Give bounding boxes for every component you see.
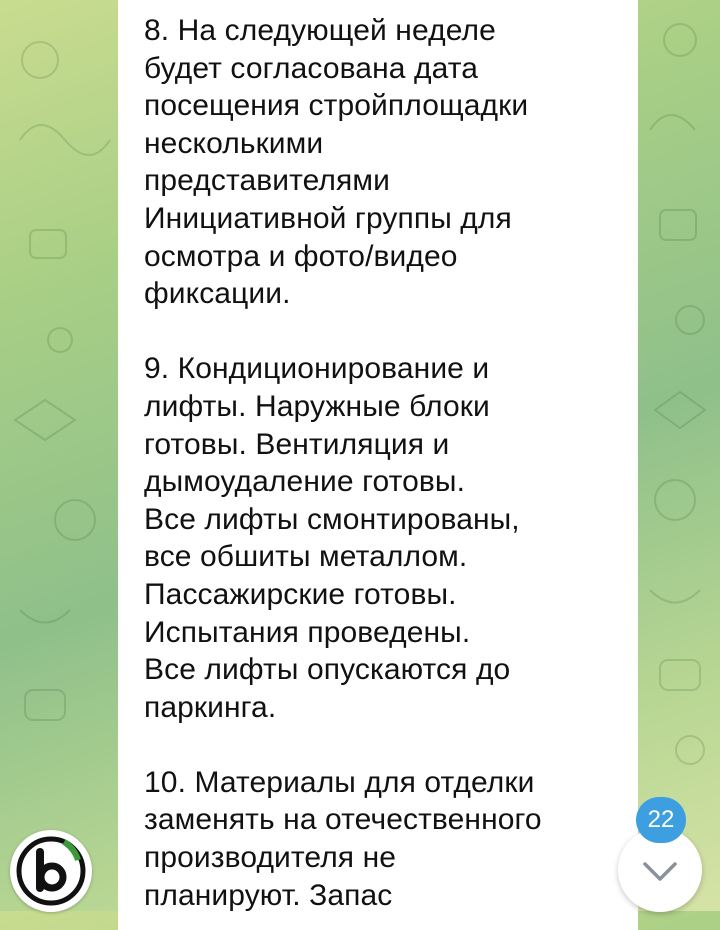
channel-logo-icon xyxy=(10,830,92,912)
channel-avatar[interactable] xyxy=(10,830,92,912)
unread-count-badge[interactable]: 22 xyxy=(636,797,686,843)
message-text: 8. На следующей неделе будет согласована дата посещения стройплощадки несколькими представителями Инициативной группы для осмотра и фото/видео фиксации. 9. Кондиционирование и лифты. Наружные блоки готовы. Вентиляция и дымоудаление готовы. Все лифты смонтированы, все обшиты металлом. Пассажирские готовы. Испытания проведены. Все лифты опускаются до паркинга. 10. Материалы для отделки заменять на отечественного производителя не планируют. Запас xyxy=(144,14,542,912)
